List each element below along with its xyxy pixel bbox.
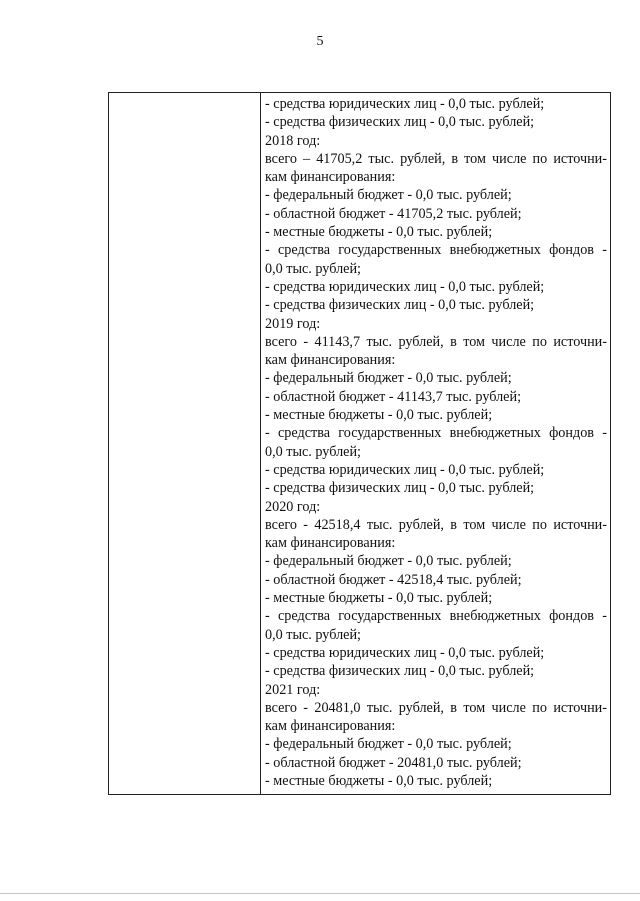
table-right-cell [261,93,610,794]
funding-text-line: - средства юридических лиц - 0,0 тыс. рублей; [265,461,545,478]
funding-text-line: - средства юридических лиц - 0,0 тыс. рублей; [265,644,545,661]
funding-text-line: - местные бюджеты - 0,0 тыс. рублей; [265,224,493,241]
funding-text-line: 0,0 тыс. рублей; [265,626,361,643]
funding-text-line: кам финансирования: [265,169,396,186]
funding-text-line: - средства физических лиц - 0,0 тыс. рублей; [265,663,535,680]
funding-text-line: - местные бюджеты - 0,0 тыс. рублей; [265,590,493,607]
funding-text-line: - средства юридических лиц - 0,0 тыс. рублей; [265,96,545,112]
funding-text-line: - местные бюджеты - 0,0 тыс. рублей; [265,772,493,789]
funding-text-line: - средства физических лиц - 0,0 тыс. рублей; [265,480,535,497]
bottom-divider [0,893,640,894]
funding-text-line: всего - 42518,4 тыс. рублей, в том числе по источни- [265,516,607,533]
funding-text-line: - средства юридических лиц - 0,0 тыс. рублей; [265,278,545,295]
funding-text-line: - областной бюджет - 41143,7 тыс. рублей; [265,388,522,405]
funding-text-line: - средства физических лиц - 0,0 тыс. рублей; [265,297,535,314]
funding-text-line: - федеральный бюджет - 0,0 тыс. рублей; [265,370,512,387]
funding-text-line: - средства физических лиц - 0,0 тыс. рублей; [265,114,535,131]
funding-text-line: всего - 41143,7 тыс. рублей, в том числе по источни- [265,333,607,350]
funding-text-line: всего – 41705,2 тыс. рублей, в том числе по источни- [265,150,607,167]
funding-text-line: 2019 год: [265,315,321,332]
funding-text-line: всего - 20481,0 тыс. рублей, в том числе по источни- [265,699,607,716]
funding-text-line: 0,0 тыс. рублей; [265,443,361,460]
funding-text-line: 0,0 тыс. рублей; [265,260,361,277]
funding-text-line: - областной бюджет - 41705,2 тыс. рублей; [265,205,522,222]
funding-text-line: кам финансирования: [265,718,396,735]
funding-text-line: - федеральный бюджет - 0,0 тыс. рублей; [265,187,512,204]
funding-text-line: 2020 год: [265,498,321,515]
funding-text-line: - областной бюджет - 20481,0 тыс. рублей; [265,754,522,771]
funding-text-line: - местные бюджеты - 0,0 тыс. рублей; [265,407,493,424]
document-table [108,92,611,795]
funding-text-line: кам финансирования: [265,535,396,552]
page-number: 5 [316,34,324,49]
funding-text-line: кам финансирования: [265,352,396,369]
funding-text-line: 2018 год: [265,132,321,149]
funding-text-line: - областной бюджет - 42518,4 тыс. рублей; [265,571,522,588]
funding-text-line: - средства государственных внебюджетных фондов - [265,425,607,442]
funding-text-line: - средства государственных внебюджетных фондов - [265,242,607,259]
funding-text-line: - федеральный бюджет - 0,0 тыс. рублей; [265,553,512,570]
funding-text-line: - средства государственных внебюджетных фондов - [265,608,607,625]
funding-text-line: 2021 год: [265,681,321,698]
funding-text-line: - федеральный бюджет - 0,0 тыс. рублей; [265,736,512,753]
table-left-cell [109,93,261,794]
